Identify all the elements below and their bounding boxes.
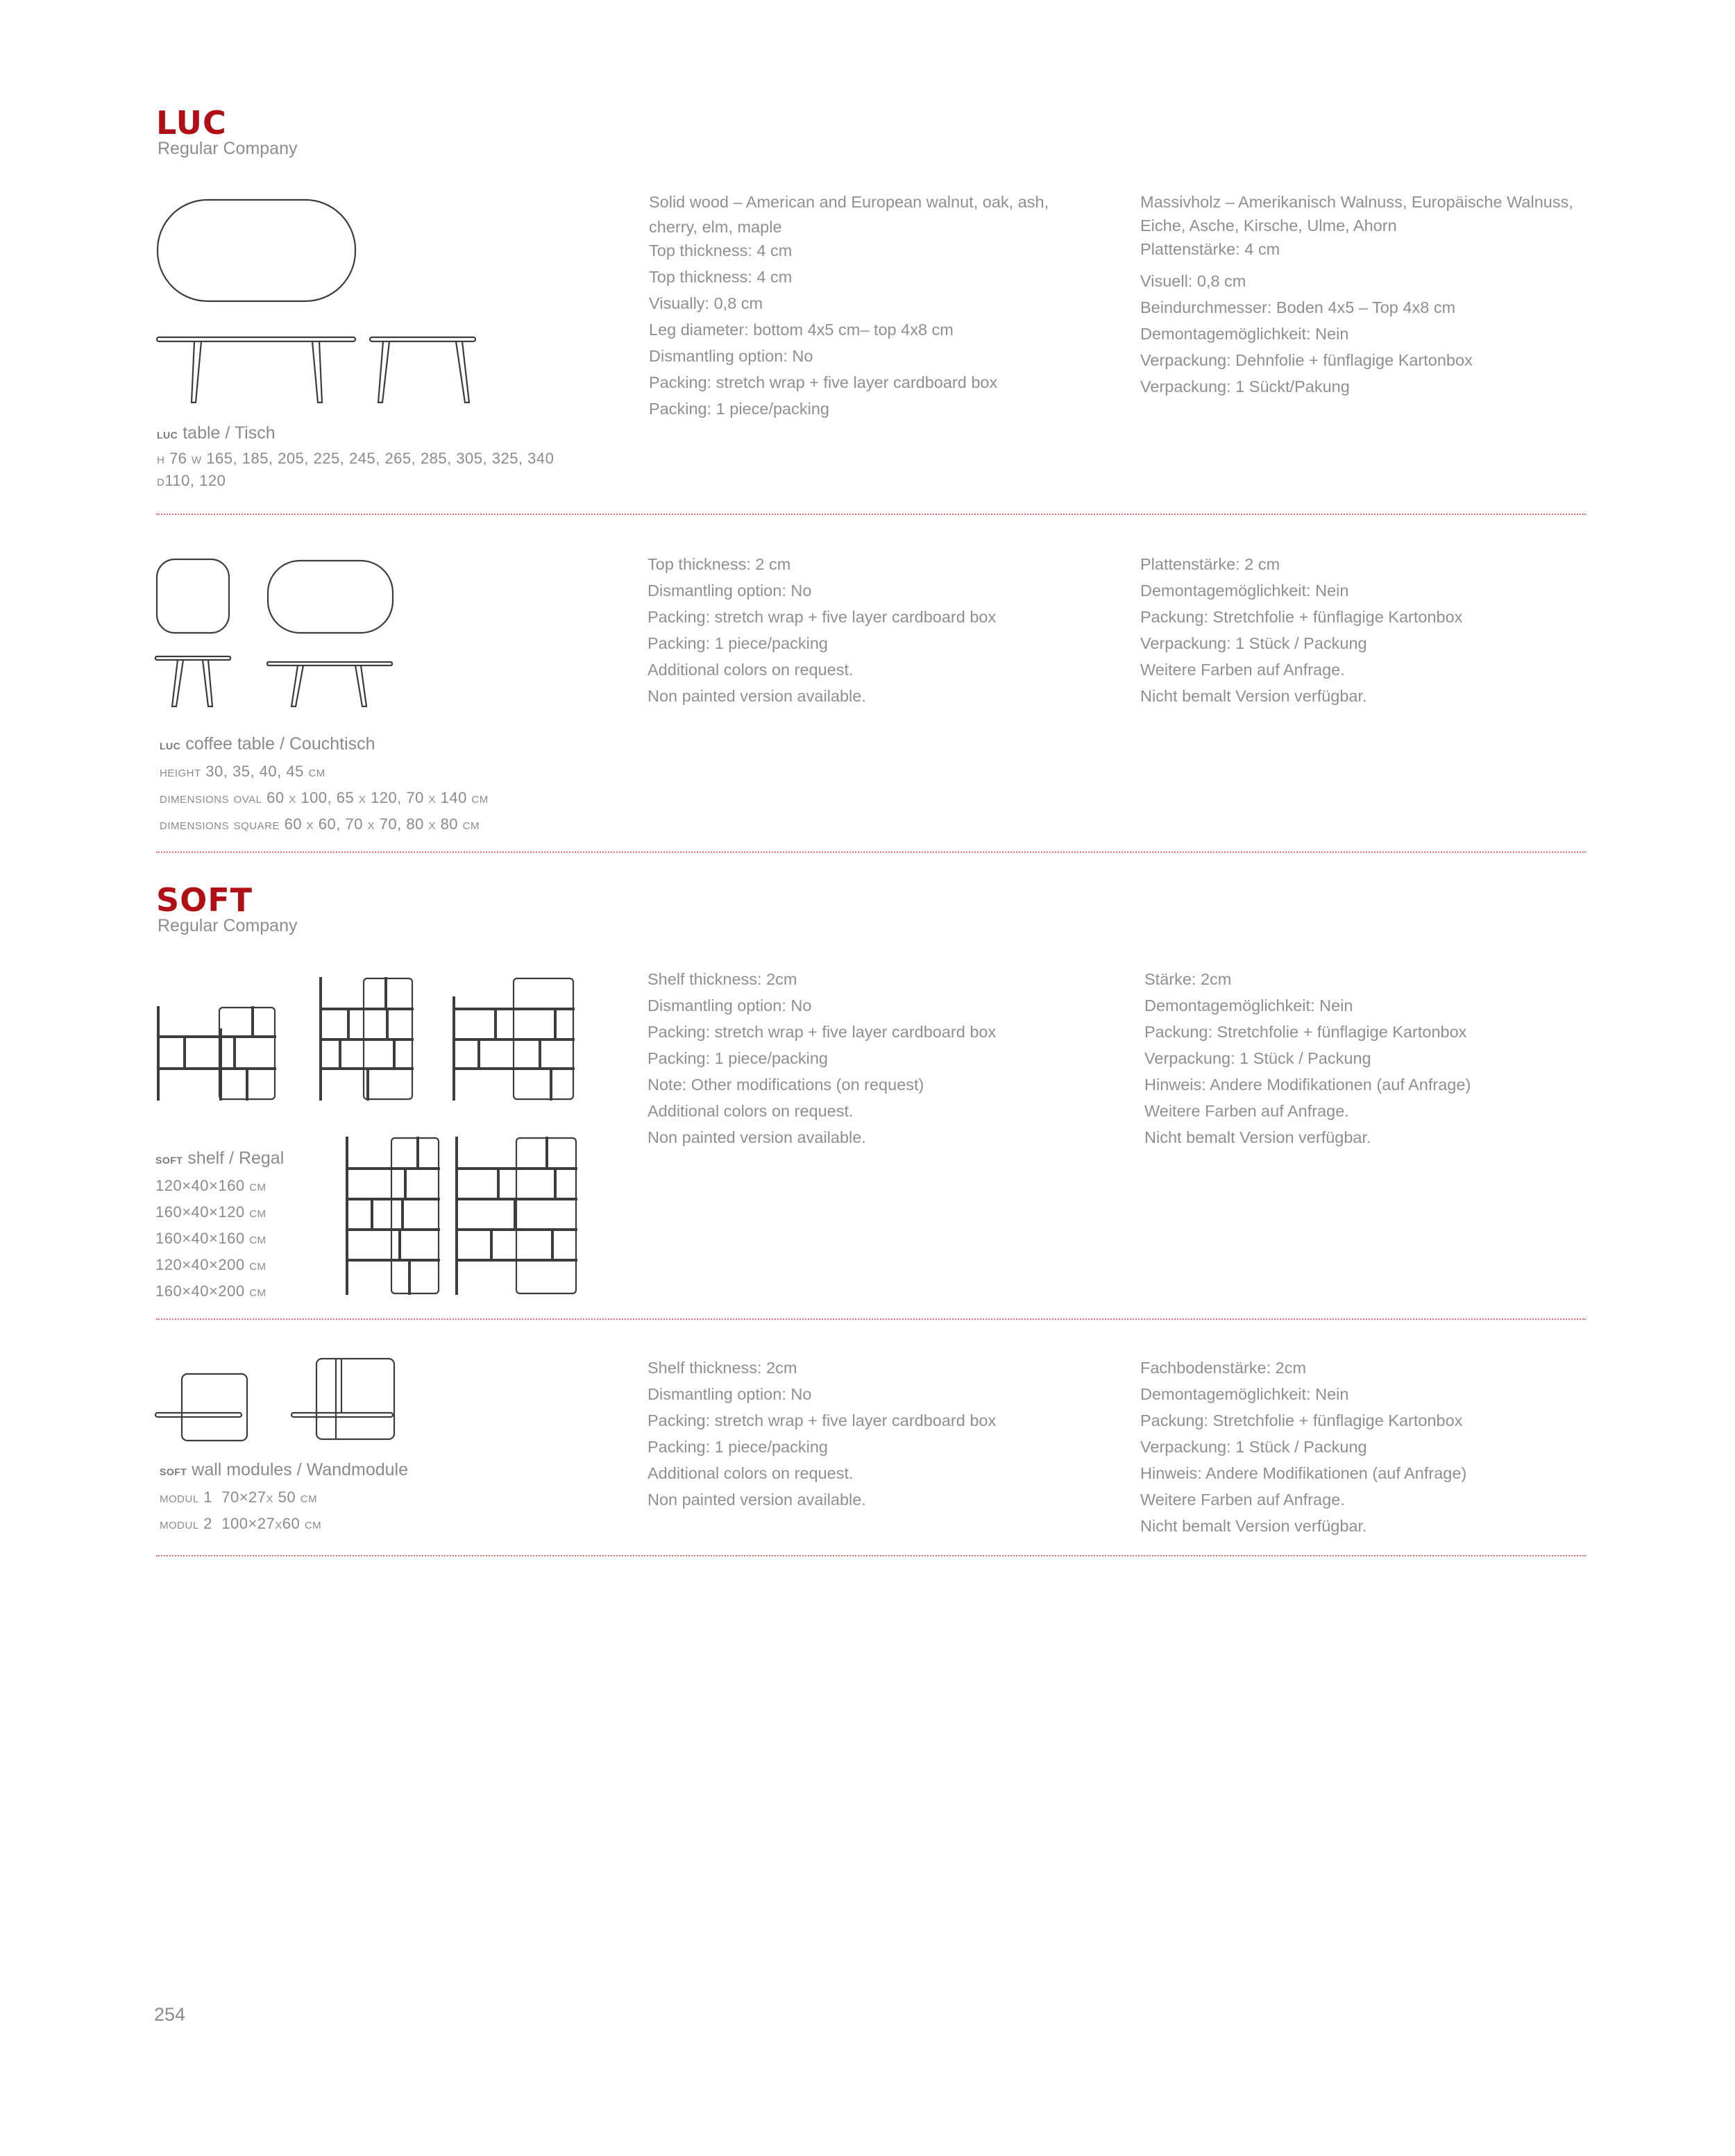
luc-table-top-view (158, 200, 355, 301)
soft-shelf-160x40x200 (457, 1138, 576, 1293)
dimension-line: 160×40×160 cm (155, 1230, 266, 1247)
spec-line: Note: Other modifications (on request) (648, 1076, 924, 1094)
spec-line: Fachbodenstärke: 2cm (1140, 1359, 1307, 1377)
section-divider (156, 513, 1586, 515)
caption-title: coffee table / Couchtisch (185, 734, 375, 754)
maker-soft: Regular Company (158, 916, 298, 935)
brand-title-soft: SOFT (156, 881, 253, 919)
luc-coffee-square-side (155, 656, 230, 706)
luc-table-side-view (157, 337, 355, 402)
spec-line: Packing: 1 piece/packing (648, 1438, 828, 1456)
luc-coffee-caption (160, 734, 375, 754)
dimension-line: modul 2 100×27x60 cm (160, 1515, 322, 1532)
spec-line: Packing: stretch wrap + five layer cardboard box (648, 1411, 997, 1429)
spec-line: Dismantling option: No (648, 1385, 812, 1403)
spec-line: Shelf thickness: 2cm (648, 970, 797, 988)
dimension-line: modul 1 70×27x 50 cm (160, 1488, 318, 1506)
soft-shelf-specs-en (648, 966, 996, 1151)
spec-line: Solid wood – American and European walnut, oak, ash, (649, 193, 1049, 211)
spec-line: Stärke: 2cm (1144, 970, 1232, 988)
spec-line: Dismantling option: No (649, 347, 813, 365)
spec-line: Leg diameter: bottom 4x5 cm– top 4x8 cm (649, 321, 954, 339)
spec-line: Demontagemöglichkeit: Nein (1140, 582, 1349, 600)
luc-coffee-specs-de (1140, 551, 1462, 709)
spec-line: Beindurchmesser: Boden 4x5 – Top 4x8 cm (1140, 298, 1456, 316)
spec-line: Verpackung: 1 Stück / Packung (1140, 1438, 1367, 1456)
spec-line: Nicht bemalt Version verfügbar. (1140, 1517, 1367, 1535)
section-divider (156, 851, 1586, 853)
luc-table-dimensions (157, 448, 554, 492)
dimension-line: 160×40×200 cm (155, 1282, 266, 1300)
luc-table-specs-en (649, 189, 1049, 422)
spec-line: Non painted version available. (648, 1128, 866, 1146)
luc-coffee-square-top (157, 559, 229, 633)
spec-line: Non painted version available. (648, 687, 866, 705)
spec-line: Verpackung: 1 Stück / Packung (1140, 634, 1367, 652)
spec-line: Visuell: 0,8 cm (1140, 272, 1246, 290)
luc-coffee-dimensions (160, 758, 489, 838)
spec-line: Demontagemöglichkeit: Nein (1140, 1385, 1349, 1403)
luc-table-end-view (370, 337, 475, 402)
soft-wall-modul-2 (291, 1359, 394, 1439)
soft-shelf-120x40x160 (321, 978, 412, 1099)
section-divider (156, 1318, 1586, 1320)
spec-line: Top thickness: 4 cm (649, 241, 793, 260)
luc-coffee-oval-top (268, 561, 393, 633)
caption-brand: soft (155, 1152, 183, 1167)
spec-line: Verpackung: Dehnfolie + fünflagige Kartonbox (1140, 351, 1473, 369)
spec-line: Nicht bemalt Version verfügbar. (1140, 687, 1367, 705)
spec-line: Massivholz – Amerikanisch Walnuss, Europäische Walnuss, (1140, 193, 1573, 211)
spec-line: Packing: stretch wrap + five layer cardboard box (649, 373, 998, 391)
spec-line: Weitere Farben auf Anfrage. (1140, 661, 1345, 679)
caption-title: shelf / Regal (187, 1148, 285, 1168)
spec-line: Additional colors on request. (648, 661, 854, 679)
spec-line: Additional colors on request. (648, 1102, 854, 1120)
spec-line: Weitere Farben auf Anfrage. (1144, 1102, 1349, 1120)
spec-line: Plattenstärke: 4 cm (1140, 240, 1280, 258)
spec-line: Weitere Farben auf Anfrage. (1140, 1491, 1345, 1509)
dimension-line: h 76 w 165, 185, 205, 225, 245, 265, 285, 305, 325, 340 (157, 450, 555, 467)
spec-line: Shelf thickness: 2cm (648, 1359, 797, 1377)
spec-line: Top thickness: 4 cm (649, 268, 793, 286)
spec-line: Non painted version available. (648, 1491, 866, 1509)
soft-shelf-dimensions (155, 1173, 266, 1305)
caption-brand: luc (157, 427, 178, 442)
spec-line: Demontagemöglichkeit: Nein (1144, 996, 1353, 1015)
dimension-line: d110, 120 (157, 472, 226, 489)
soft-wall-caption (160, 1460, 408, 1480)
soft-wall-specs-de (1140, 1355, 1466, 1539)
spec-line: Hinweis: Andere Modifikationen (auf Anfrage) (1140, 1464, 1467, 1482)
soft-shelf-120x40x200 (347, 1138, 439, 1293)
soft-shelf-120x40x120 (158, 1008, 275, 1099)
spec-line: Packung: Stretchfolie + fünflagige Kartonbox (1140, 1411, 1463, 1429)
dimension-line: dimensions square 60 x 60, 70 x 70, 80 x 80 cm (160, 815, 480, 833)
spec-line: Plattenstärke: 2 cm (1140, 555, 1280, 573)
spec-line: Packing: 1 piece/packing (649, 400, 829, 418)
dimension-line: 160×40×120 cm (155, 1203, 266, 1221)
spec-line: Demontagemöglichkeit: Nein (1140, 325, 1349, 343)
spec-line: Packing: 1 piece/packing (648, 634, 828, 652)
dimension-line: dimensions oval 60 x 100, 65 x 120, 70 x 140 cm (160, 789, 489, 806)
caption-brand: luc (160, 738, 181, 753)
caption-brand: soft (160, 1463, 187, 1479)
spec-line: Nicht bemalt Version verfügbar. (1144, 1128, 1371, 1146)
spec-line: Additional colors on request. (648, 1464, 854, 1482)
spec-line: Visually: 0,8 cm (649, 294, 763, 312)
luc-table-specs-de (1140, 189, 1573, 400)
luc-coffee-oval-side (267, 662, 392, 706)
spec-line: Packung: Stretchfolie + fünflagige Kartonbox (1140, 608, 1463, 626)
dimension-line: 120×40×160 cm (155, 1177, 266, 1194)
spec-line: Dismantling option: No (648, 582, 812, 600)
luc-table-caption (157, 423, 276, 443)
spec-line: Dismantling option: No (648, 996, 812, 1015)
spec-line: cherry, elm, maple (649, 218, 782, 236)
caption-title: table / Tisch (183, 423, 276, 443)
spec-line: Eiche, Asche, Kirsche, Ulme, Ahorn (1140, 217, 1397, 235)
spec-line: Hinweis: Andere Modifikationen (auf Anfrage) (1144, 1076, 1471, 1094)
spec-line: Packing: 1 piece/packing (648, 1049, 828, 1067)
soft-shelf-specs-de (1144, 966, 1471, 1151)
spec-line: Packing: stretch wrap + five layer cardboard box (648, 608, 997, 626)
spec-line: Packing: stretch wrap + five layer cardboard box (648, 1023, 997, 1041)
caption-title: wall modules / Wandmodule (192, 1460, 409, 1479)
soft-shelf-caption (155, 1148, 284, 1169)
spec-line: Top thickness: 2 cm (648, 555, 791, 573)
page-number: 254 (154, 2004, 186, 2025)
maker-luc: Regular Company (158, 139, 298, 158)
dimension-line: height 30, 35, 40, 45 cm (160, 763, 325, 780)
soft-shelf-160x40x160 (454, 978, 573, 1099)
soft-wall-specs-en (648, 1355, 996, 1513)
spec-line: Packung: Stretchfolie + fünflagige Kartonbox (1144, 1023, 1467, 1041)
soft-wall-dimensions (160, 1484, 321, 1537)
brand-title-luc: LUC (156, 104, 227, 142)
luc-coffee-specs-en (648, 551, 996, 709)
spec-line: Verpackung: 1 Sückt/Pakung (1140, 377, 1350, 396)
section-divider (156, 1555, 1586, 1556)
spec-line: Verpackung: 1 Stück / Packung (1144, 1049, 1371, 1067)
dimension-line: 120×40×200 cm (155, 1256, 266, 1273)
soft-wall-modul-1 (155, 1374, 247, 1441)
